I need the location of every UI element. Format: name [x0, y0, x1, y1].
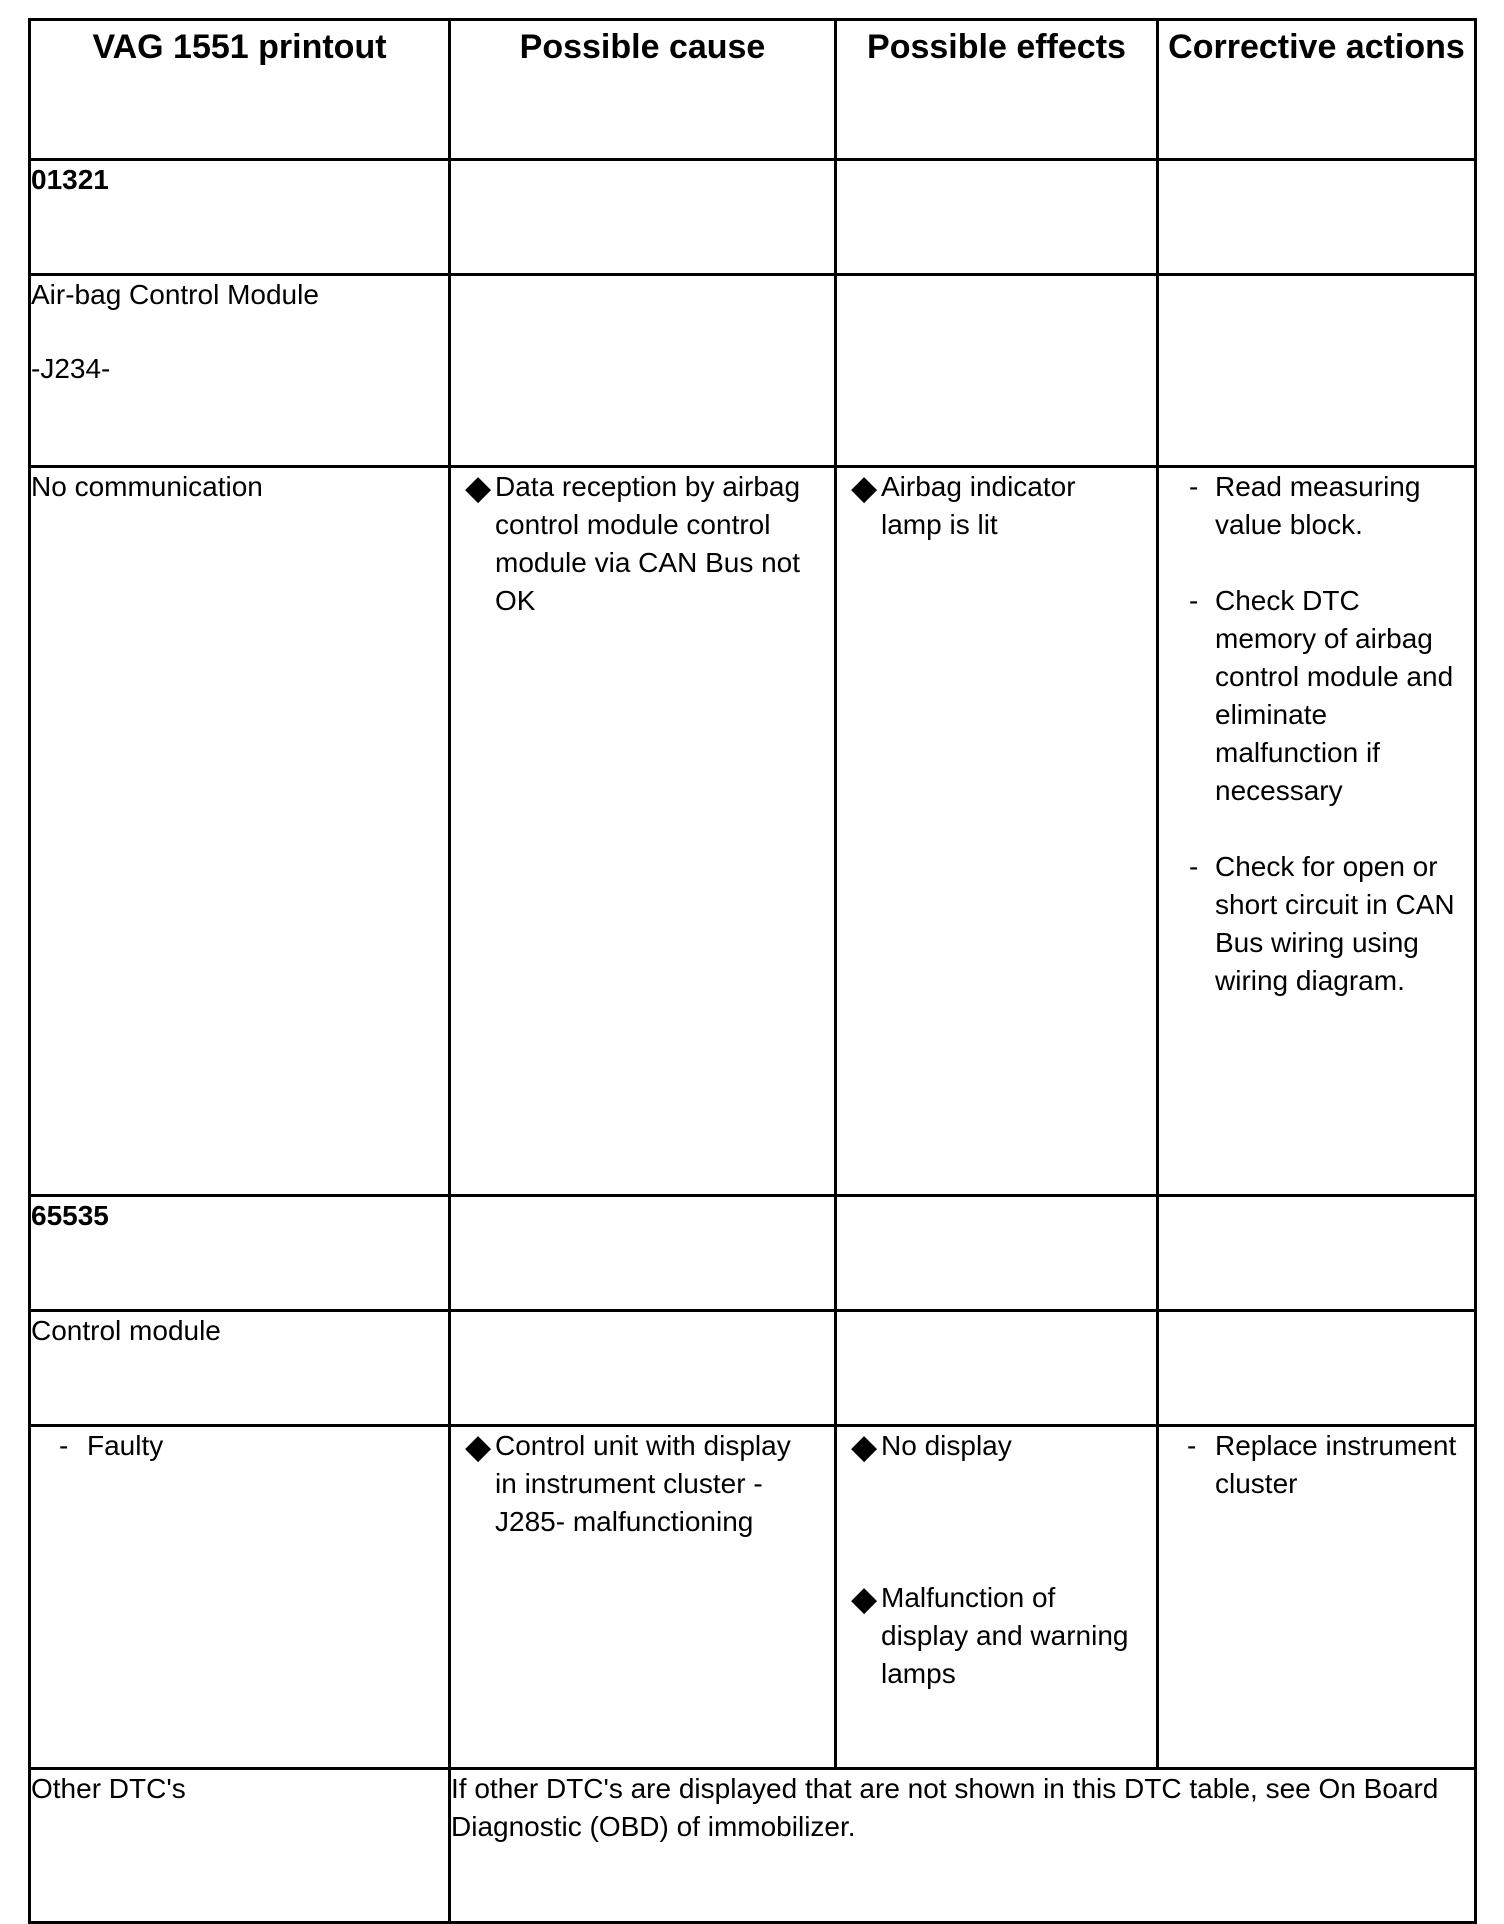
module-name: Air-bag Control Module — [31, 279, 319, 311]
diamond-bullet-icon: ◆ — [465, 1428, 492, 1467]
dash-bullet: - — [1189, 851, 1199, 883]
dash-bullet: - — [1189, 471, 1199, 503]
empty-cell — [1158, 1196, 1476, 1311]
cause-item — [451, 1427, 814, 1541]
action-text: Read measuring value block. — [1215, 471, 1421, 541]
empty-cell — [450, 275, 836, 467]
dash-bullet: - — [1189, 585, 1199, 617]
fault-label: No communication — [30, 467, 450, 1196]
actions-cell — [1158, 467, 1476, 1196]
empty-cell — [1158, 1311, 1476, 1426]
effect-item — [837, 468, 1140, 544]
empty-cell — [450, 160, 836, 275]
header-possible-effects: Possible effects — [836, 20, 1158, 160]
module-cell — [30, 275, 450, 467]
effect-cell — [836, 467, 1158, 1196]
module-id: -J234- — [31, 353, 111, 385]
dash-bullet: - — [1187, 1430, 1197, 1462]
action-item — [1159, 848, 1460, 1000]
empty-cell — [836, 1196, 1158, 1311]
empty-cell — [1158, 160, 1476, 275]
fault-label-cell — [30, 1426, 450, 1768]
dtc-code-65535: 65535 — [30, 1196, 450, 1311]
effect-text: Malfunction of display and warning lamps — [881, 1582, 1129, 1690]
empty-cell — [450, 1196, 836, 1311]
empty-cell — [836, 160, 1158, 275]
effect-text: No display — [881, 1430, 1012, 1462]
fault-label-text: Faulty — [87, 1430, 164, 1462]
empty-cell — [1158, 275, 1476, 467]
header-corrective-actions: Corrective actions — [1158, 20, 1476, 160]
cause-cell — [450, 467, 836, 1196]
cause-item — [451, 468, 814, 620]
action-item — [1159, 468, 1460, 544]
diamond-bullet-icon: ◆ — [465, 469, 492, 508]
dtc-table — [28, 18, 1477, 1924]
cause-text: Control unit with display in instrument cluster -J285- malfunctioning — [495, 1430, 791, 1538]
empty-cell — [450, 1311, 836, 1426]
action-text: Replace instrument cluster — [1215, 1430, 1457, 1500]
module-name: Control module — [30, 1311, 450, 1426]
diamond-bullet-icon: ◆ — [851, 1580, 878, 1619]
actions-cell — [1158, 1426, 1476, 1768]
effect-item — [837, 1579, 1140, 1693]
table-row — [30, 1311, 1476, 1426]
effect-text: Airbag indicator lamp is lit — [881, 471, 1076, 541]
fault-label — [31, 1427, 448, 1465]
action-item — [1159, 1427, 1460, 1503]
diamond-bullet-icon: ◆ — [851, 1428, 878, 1467]
other-dtc-label: Other DTC's — [30, 1768, 450, 1922]
table-row — [30, 275, 1476, 467]
table-row — [30, 1768, 1476, 1922]
dtc-code-01321: 01321 — [30, 160, 450, 275]
header-row — [30, 20, 1476, 160]
empty-cell — [836, 1311, 1158, 1426]
effect-cell — [836, 1426, 1158, 1768]
table-row — [30, 1426, 1476, 1768]
cause-cell — [450, 1426, 836, 1768]
table-row — [30, 160, 1476, 275]
empty-cell — [836, 275, 1158, 467]
cause-text: Data reception by airbag control module control module via CAN Bus not OK — [495, 471, 801, 617]
effect-item — [837, 1427, 1140, 1465]
table-row — [30, 467, 1476, 1196]
table-row — [30, 1196, 1476, 1311]
header-possible-cause: Possible cause — [450, 20, 836, 160]
action-item — [1159, 582, 1460, 810]
action-text: Check DTC memory of airbag control module and eliminate malfunction if necessary — [1215, 585, 1454, 807]
action-text: Check for open or short circuit in CAN Bus wiring using wiring diagram. — [1215, 851, 1455, 997]
dash-bullet: - — [59, 1430, 69, 1462]
header-vag-printout: VAG 1551 printout — [30, 20, 450, 160]
diamond-bullet-icon: ◆ — [851, 469, 878, 508]
other-dtc-note: If other DTC's are displayed that are not shown in this DTC table, see On Board Diagnostic (OBD) of immobilizer. — [450, 1768, 1476, 1922]
